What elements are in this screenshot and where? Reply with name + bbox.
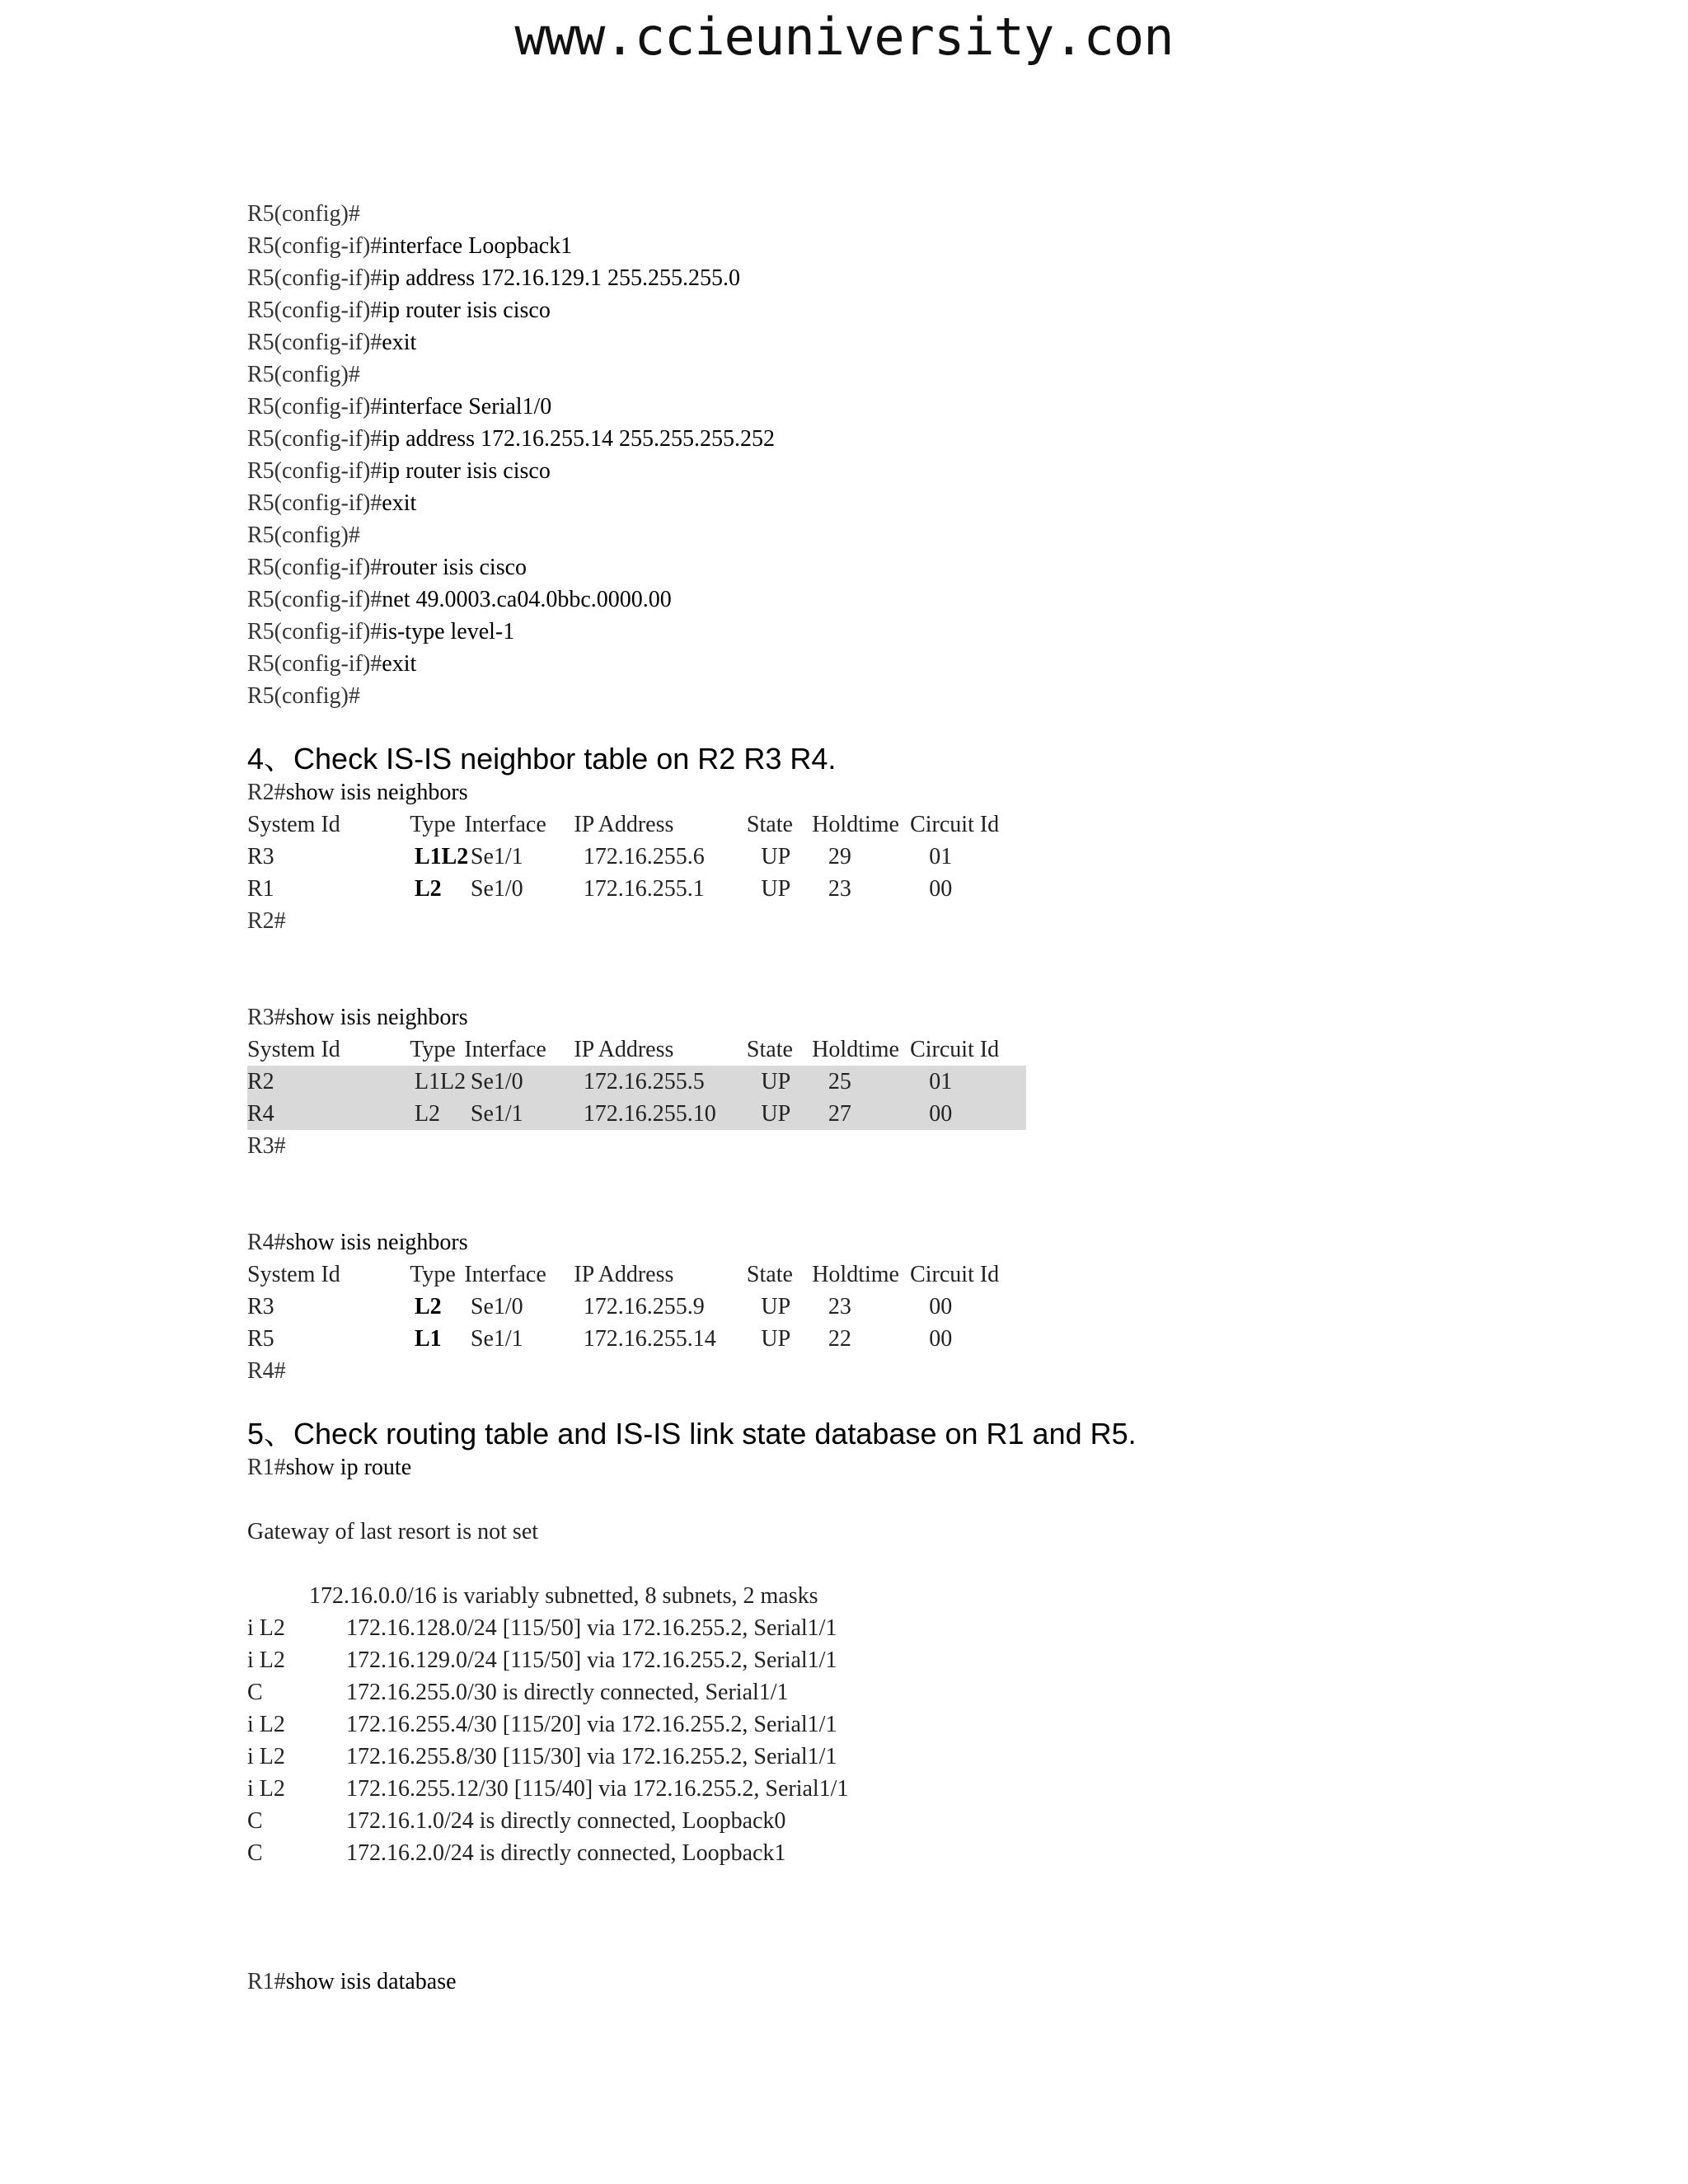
table-header: System Id Type Interface IP Address State Holdtime Circuit Id [247, 1037, 1000, 1062]
end-prompt: R2# [247, 908, 286, 934]
config-line: R5(config-if)#ip address 172.16.255.14 255.255.255.252 [247, 426, 776, 452]
r4-neighbor-table [247, 1226, 1648, 1387]
table-row: R5 L1 Se1/1 172.16.255.14 UP 22 00 [247, 1326, 953, 1352]
route-entry: C 172.16.1.0/24 is directly connected, Loopback0 [247, 1808, 786, 1834]
table-row-highlighted: R4 L2 Se1/1 172.16.255.10 UP 27 00 [247, 1098, 1026, 1130]
table-header: System Id Type Interface IP Address State Holdtime Circuit Id [247, 1262, 1000, 1287]
r2-neighbor-table [247, 776, 1648, 937]
command-line: R3#show isis neighbors [247, 1005, 468, 1030]
r5-config-block [247, 198, 1648, 712]
r1-route-table [247, 1451, 1648, 1869]
config-line: R5(config-if)#interface Loopback1 [247, 233, 573, 259]
config-line: R5(config-if)#ip address 172.16.129.1 255.255.255.0 [247, 265, 741, 291]
route-entry: i L2 172.16.255.8/30 [115/30] via 172.16.255.2, Serial1/1 [247, 1744, 837, 1769]
config-line: R5(config)# [247, 523, 360, 548]
section-4-heading: 4、Check IS-IS neighbor table on R2 R3 R4. [247, 742, 837, 776]
table-row: R1 L2 Se1/0 172.16.255.1 UP 23 00 [247, 876, 953, 902]
r3-neighbor-table [247, 1001, 1648, 1162]
config-line: R5(config-if)#exit [247, 330, 417, 355]
route-entry: C 172.16.2.0/24 is directly connected, Loopback1 [247, 1840, 786, 1866]
route-entry: i L2 172.16.129.0/24 [115/50] via 172.16.255.2, Serial1/1 [247, 1647, 837, 1673]
config-line: R5(config-if)#ip router isis cisco [247, 458, 551, 484]
route-entry: i L2 172.16.255.12/30 [115/40] via 172.16.255.2, Serial1/1 [247, 1776, 849, 1802]
command-line: R1#show ip route [247, 1455, 412, 1480]
table-row: R3 L1L2 Se1/1 172.16.255.6 UP 29 01 [247, 844, 953, 869]
end-prompt: R3# [247, 1133, 286, 1159]
gateway-line: Gateway of last resort is not set [247, 1519, 539, 1544]
table-row: R3 L2 Se1/0 172.16.255.9 UP 23 00 [247, 1294, 953, 1319]
config-line: R5(config)# [247, 362, 360, 387]
command-line: R1#show isis database [247, 1969, 457, 1994]
config-line: R5(config-if)#is-type level-1 [247, 619, 515, 644]
config-line: R5(config-if)#net 49.0003.ca04.0bbc.0000.00 [247, 587, 672, 612]
end-prompt: R4# [247, 1358, 286, 1384]
config-line: R5(config-if)#interface Serial1/0 [247, 394, 552, 419]
route-entry: i L2 172.16.128.0/24 [115/50] via 172.16.255.2, Serial1/1 [247, 1615, 837, 1641]
config-line: R5(config-if)#router isis cisco [247, 555, 528, 580]
config-line: R5(config)# [247, 201, 360, 227]
document-body [247, 198, 1648, 1998]
subnet-summary: 172.16.0.0/16 is variably subnetted, 8 subnets, 2 masks [309, 1583, 818, 1609]
command-line: R4#show isis neighbors [247, 1230, 468, 1255]
config-line: R5(config-if)#ip router isis cisco [247, 298, 551, 323]
section-5-heading: 5、Check routing table and IS-IS link state database on R1 and R5. [247, 1417, 1137, 1451]
config-line: R5(config)# [247, 683, 360, 709]
config-line: R5(config-if)#exit [247, 651, 417, 677]
table-row-highlighted: R2 L1L2 Se1/0 172.16.255.5 UP 25 01 [247, 1066, 1026, 1098]
route-entry: C 172.16.255.0/30 is directly connected, Serial1/1 [247, 1680, 789, 1705]
command-line: R2#show isis neighbors [247, 780, 468, 805]
route-entry: i L2 172.16.255.4/30 [115/20] via 172.16.255.2, Serial1/1 [247, 1712, 837, 1737]
table-header: System Id Type Interface IP Address State Holdtime Circuit Id [247, 812, 1000, 837]
page-header-watermark: www.ccieuniversity.con [514, 7, 1174, 67]
config-line: R5(config-if)#exit [247, 490, 417, 516]
